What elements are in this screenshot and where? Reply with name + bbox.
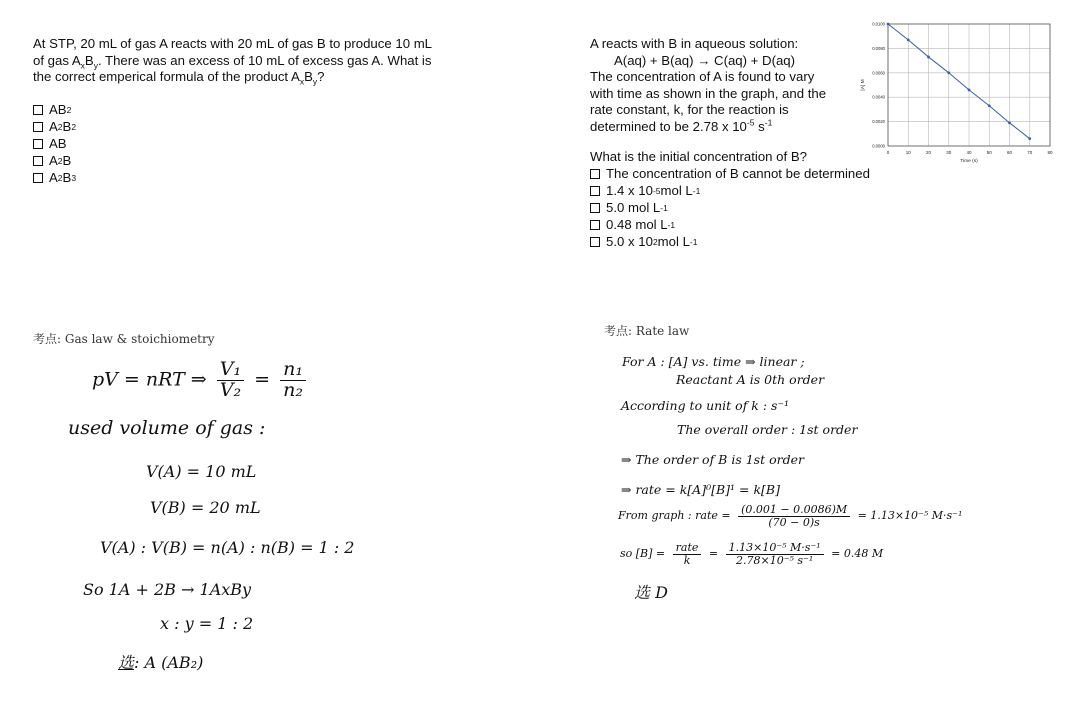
sol1-xy-ratio: x : y = 1 : 2: [160, 614, 254, 633]
q1-options: [33, 102, 473, 187]
q2-option-5[interactable]: 5.0 x 10 2 mol L -1: [590, 234, 920, 251]
sol1-volume-fraction: $\frac{\text{V₁}}{\text{V₂}}$: [217, 360, 244, 401]
sol2-topic: 考点: Rate law: [604, 324, 690, 338]
q1-option-5[interactable]: A 2 B 3: [33, 170, 473, 187]
sol1-topic: 考点: Gas law & stoichiometry: [33, 332, 215, 346]
sol2-line-7: From graph : rate = $\frac{(0.001 - 0.0086)M}{(70 - 0)s}$ = 1.13×10⁻⁵ M·s⁻¹: [618, 503, 963, 529]
x-tick-label: 30: [946, 150, 952, 155]
sol2-ratio-fraction: $\frac{\text{rate}}{k}$: [673, 542, 702, 566]
q2-reaction: A(aq) + B(aq) → C(aq) + D(aq): [614, 52, 796, 68]
q1-line-3: the correct emperical formula of the product $A_xB_y$?: [33, 69, 325, 87]
q1-option-3[interactable]: AB: [33, 136, 473, 153]
sol1-reaction: So 1A + 2B → 1AxBy: [83, 580, 252, 599]
sol1-volume-b: V(B) = 20 mL: [150, 498, 261, 517]
concentration-time-chart: [858, 14, 1058, 170]
sol1-equation: pV = nRT ⇒ $\frac{\text{V₁}}{\text{V₂}}$ = $\frac{\text{n₁}}{\text{n₂}}$: [92, 360, 310, 401]
y-tick-label: 0.0100: [872, 21, 885, 27]
y-tick-label: 0.0000: [872, 143, 885, 149]
q1-line-1: At STP, 20 mL of gas A reacts with 20 mL of gas B to produce 10 mL: [33, 36, 433, 51]
y-tick-label: 0.0040: [872, 94, 885, 100]
q2-options: [590, 166, 920, 251]
checkbox[interactable]: [33, 122, 43, 132]
checkbox[interactable]: [590, 237, 600, 247]
x-tick-label: 70: [1027, 150, 1033, 155]
data-point: [927, 56, 930, 59]
x-tick-label: 10: [905, 150, 911, 155]
sol1-answer: 选: A (AB₂): [118, 653, 204, 672]
data-point: [968, 88, 971, 91]
checkbox[interactable]: [590, 186, 600, 196]
x-tick-label: 20: [925, 150, 932, 155]
q2-line-3: rate constant, k, for the reaction is: [590, 102, 789, 117]
x-tick-label: 50: [986, 150, 992, 155]
checkbox[interactable]: [33, 139, 43, 149]
y-tick-label: 0.0080: [872, 45, 885, 51]
q2-line-2: with time as shown in the graph, and the: [590, 85, 827, 101]
x-tick-label: 40: [966, 150, 972, 155]
sol1-ratio: V(A) : V(B) = n(A) : n(B) = 1 : 2: [100, 538, 355, 557]
sol2-line-2: Reactant A is 0th order: [676, 372, 825, 387]
question-1: [33, 36, 473, 187]
x-tick-label: 0: [886, 150, 890, 155]
data-point: [1028, 137, 1031, 140]
x-tick-label: 80: [1047, 150, 1053, 155]
sol2-value-fraction: $\frac{\text{1.13×10⁻⁵ M·s⁻¹}}{\text{2.78×10⁻⁵ s⁻¹}}$: [726, 542, 824, 566]
q2-option-4[interactable]: 0.48 mol L -1: [590, 217, 920, 234]
data-point: [988, 104, 991, 107]
q1-option-1[interactable]: AB 2: [33, 102, 473, 119]
q2-line-4: determined to be 2.78 x $10^{-5}$ $s^{-1}$: [590, 117, 773, 134]
sol1-mole-fraction: $\frac{\text{n₁}}{\text{n₂}}$: [280, 360, 306, 401]
checkbox[interactable]: [590, 169, 600, 179]
y-axis-label: [A] M: [861, 79, 866, 91]
sol1-volume-a: V(A) = 10 mL: [146, 462, 257, 481]
sol2-answer: 选 D: [634, 583, 668, 602]
q2-option-1[interactable]: The concentration of B cannot be determined: [590, 166, 920, 183]
data-point: [947, 71, 950, 74]
sol2-line-4: The overall order : 1st order: [677, 422, 858, 437]
q2-option-3[interactable]: 5.0 mol L -1: [590, 200, 920, 217]
checkbox[interactable]: [33, 173, 43, 183]
q1-line-2: of gas $A_xB_y$. There was an excess of 10 mL of excess gas A. What is: [33, 52, 432, 71]
checkbox[interactable]: [590, 220, 600, 230]
data-point: [907, 38, 910, 41]
checkbox[interactable]: [33, 156, 43, 166]
sol2-line-8: so [B] = $\frac{\text{rate}}{k}$ = $\frac{\text{1.13×10⁻⁵ M·s⁻¹}}{\text{2.78×10⁻⁵ s⁻¹}}$ = 0.48 M: [620, 541, 884, 567]
q2-option-2[interactable]: 1.4 x 10 -5 mol L -1: [590, 183, 920, 200]
checkbox[interactable]: [590, 203, 600, 213]
q1-option-4[interactable]: A 2 B: [33, 153, 473, 170]
sol2-line-3: According to unit of k : s⁻¹: [621, 398, 790, 413]
x-tick-label: 60: [1006, 150, 1013, 155]
sol2-line-6: ⇒ rate = k[A]⁰[B]¹ = k[B]: [621, 482, 780, 497]
sol2-rate-fraction: $\frac{(0.001 - 0.0086)M}{(70 - 0)s}$: [738, 504, 850, 528]
q2-question: What is the initial concentration of B?: [590, 149, 807, 164]
y-tick-label: 0.0020: [872, 119, 885, 125]
y-tick-label: 0.0060: [872, 70, 885, 76]
q2-line-1: The concentration of A is found to vary: [590, 69, 815, 84]
data-point: [887, 23, 890, 26]
checkbox[interactable]: [33, 105, 43, 115]
sol2-line-5: ⇒ The order of B is 1st order: [621, 452, 804, 467]
q2-intro: A reacts with B in aqueous solution:: [590, 36, 799, 51]
sol1-used-volume: used volume of gas :: [68, 417, 266, 439]
q1-option-2[interactable]: A 2 B 2: [33, 119, 473, 136]
data-point: [1008, 121, 1011, 124]
sol2-line-1: For A : [A] vs. time ⇒ linear ;: [622, 354, 805, 369]
x-axis-label: Time (s): [960, 159, 978, 164]
